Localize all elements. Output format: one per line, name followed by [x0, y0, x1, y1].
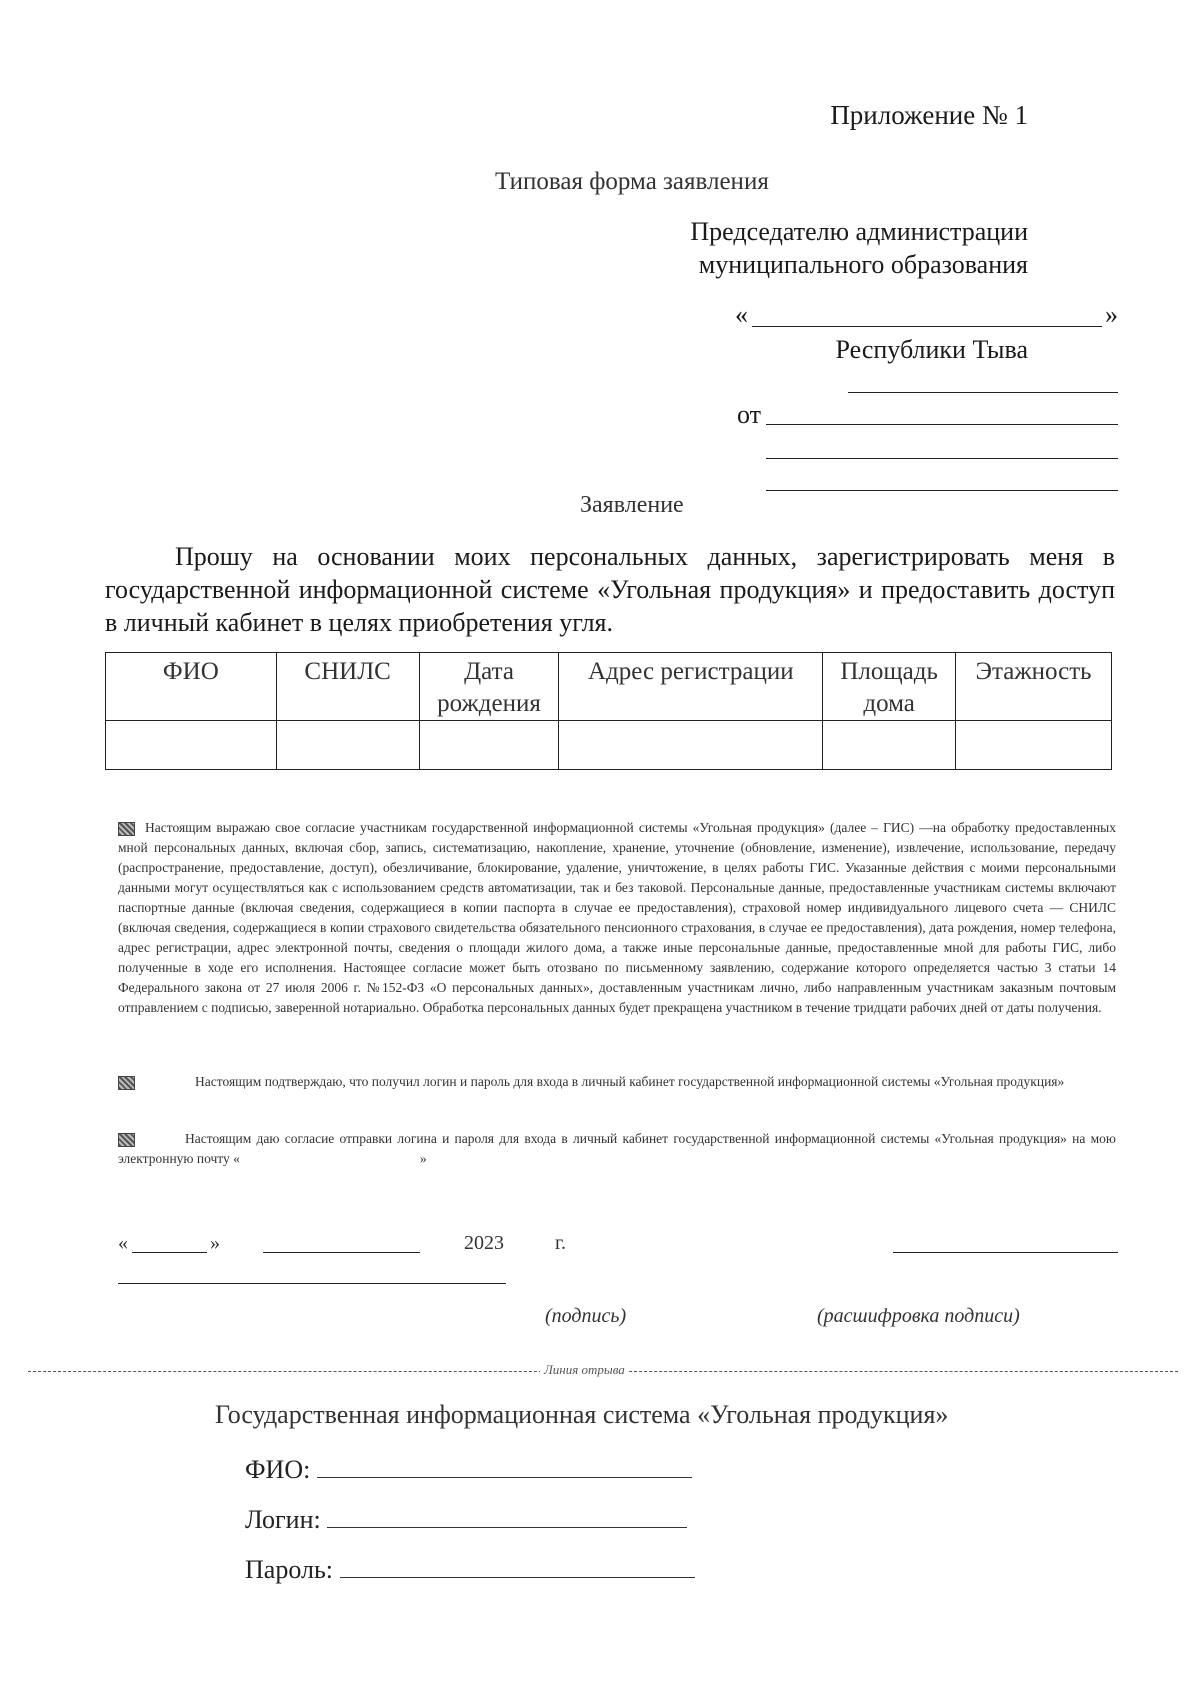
statement-title: Заявление [580, 492, 684, 518]
stub-password-label: Пароль: [245, 1555, 334, 1584]
addressee-quote-close: » [1105, 300, 1118, 329]
consent-checkbox-1[interactable] [118, 822, 135, 836]
stub-password-row [245, 1555, 695, 1585]
year-suffix: г. [555, 1232, 566, 1254]
consent-3-close: » [419, 1151, 427, 1166]
addressee-quote-open: « [735, 300, 748, 329]
cell-address[interactable] [559, 721, 823, 770]
appendix-number: Приложение № 1 [830, 100, 1028, 130]
consent-personal-data [118, 818, 1116, 1018]
date-quote-close: » [210, 1232, 220, 1254]
header-floors: Этажность [956, 653, 1112, 721]
table-header-row [106, 653, 1112, 721]
stub-name-blank[interactable] [317, 1477, 692, 1478]
consent-login-received [118, 1072, 1116, 1092]
consent-text-3: Настоящим даю согласие отправки логина и пароля для входа в личный кабинет государственной информационной системы «Угольная продукция» на мою электронную почту « [118, 1131, 1116, 1166]
signature-blank[interactable] [118, 1283, 506, 1284]
decode-caption: (расшифровка подписи) [817, 1305, 1020, 1327]
cell-floors[interactable] [956, 721, 1112, 770]
from-blank-2[interactable] [766, 424, 1118, 425]
cell-fio[interactable] [106, 721, 277, 770]
cell-area[interactable] [823, 721, 956, 770]
stub-password-blank[interactable] [340, 1577, 695, 1578]
stub-login-blank[interactable] [327, 1527, 687, 1528]
consent-text-1: Настоящим выражаю свое согласие участникам государственной информационной системы «Угольная продукция» (далее – ГИС) —на обработку предоставленных мной персональных данных, включая сбор, запись, систематизацию, накопление, хранение, уточнение (обновление, изменение), извлечение, использование, передачу (распространение, предоставление, доступ), обезличивание, блокирование, удаление, уничтожение, в целях работы ГИС. Указанные действия с моими персональными данными могут осуществляться как с использованием средств автоматизации, так и без таковой. Персональные данные, предоставленные участникам системы включают паспортные данные (включая сведения, содержащиеся в копии паспорта в случае ее предоставления), страховой номер индивидуального лицевого счета — СНИЛС (включая сведения, содержащиеся в копии страхового свидетельства обязательного пенсионного страхования, в случае ее предоставления), дата рождения, номер телефона, адрес регистрации, адрес электронной почты, сведения о площади жилого дома, а также иные персональные данные, предоставленные мной для работы ГИС, либо полученные в ходе его исполнения. Настоящее согласие может быть отозвано по письменному заявлению, содержание которого определяется частью 3 статьи 14 Федерального закона от 27 июля 2006 г. №152-ФЗ «О персональных данных», доставленным участникам лично, либо направленным участникам заказным почтовым отправлением с подписью, заверенной нотариально. Обработка персональных данных будет прекращена участником в течение тридцати рабочих дней от даты получения. [118, 820, 1116, 1015]
addressee-line-2: муниципального образования [698, 250, 1028, 279]
municipality-blank[interactable] [752, 326, 1102, 327]
from-blank-3[interactable] [766, 458, 1118, 459]
addressee-line-1: Председателю администрации [690, 217, 1028, 246]
statement-body [105, 540, 1115, 639]
addressee-line-3: Республики Тыва [835, 335, 1028, 364]
stub-name-row [245, 1455, 692, 1485]
cut-line-label: Линия отрыва [540, 1362, 629, 1378]
table-row [106, 721, 1112, 770]
date-quote-open: « [118, 1232, 128, 1254]
signature-caption: (подпись) [545, 1305, 627, 1327]
consent-checkbox-2[interactable] [118, 1076, 135, 1090]
from-blank-1[interactable] [848, 392, 1118, 393]
stub-title: Государственная информационная система «Угольная продукция» [215, 1400, 949, 1429]
consent-checkbox-3[interactable] [118, 1133, 135, 1147]
from-label: от [737, 400, 762, 429]
cell-birthdate[interactable] [419, 721, 559, 770]
header-snils: СНИЛС [276, 653, 419, 721]
stub-login-row [245, 1505, 687, 1535]
statement-body-text: Прошу на основании моих персональных данных, зарегистрировать меня в государственной информационной системе «Угольная продукция» и предоставить доступ в личный кабинет в целях приобретения угля. [105, 542, 1115, 637]
decode-blank[interactable] [893, 1252, 1118, 1253]
header-address: Адрес регистрации [559, 653, 823, 721]
month-blank[interactable] [263, 1252, 420, 1253]
applicant-data-table [105, 652, 1112, 770]
from-blank-4[interactable] [766, 490, 1118, 491]
stub-login-label: Логин: [245, 1505, 321, 1534]
consent-text-2: Настоящим подтверждаю, что получил логин и пароль для входа в личный кабинет государственной информационной системы «Угольная продукция» [195, 1074, 1065, 1089]
header-fio: ФИО [106, 653, 277, 721]
form-title: Типовая форма заявления [495, 168, 769, 195]
stub-name-label: ФИО: [245, 1455, 311, 1484]
day-blank[interactable] [132, 1252, 207, 1253]
cell-snils[interactable] [276, 721, 419, 770]
header-birthdate: Дата рождения [419, 653, 559, 721]
consent-email-send [118, 1129, 1116, 1169]
year-value: 2023 [464, 1232, 504, 1254]
header-area: Площадь дома [823, 653, 956, 721]
